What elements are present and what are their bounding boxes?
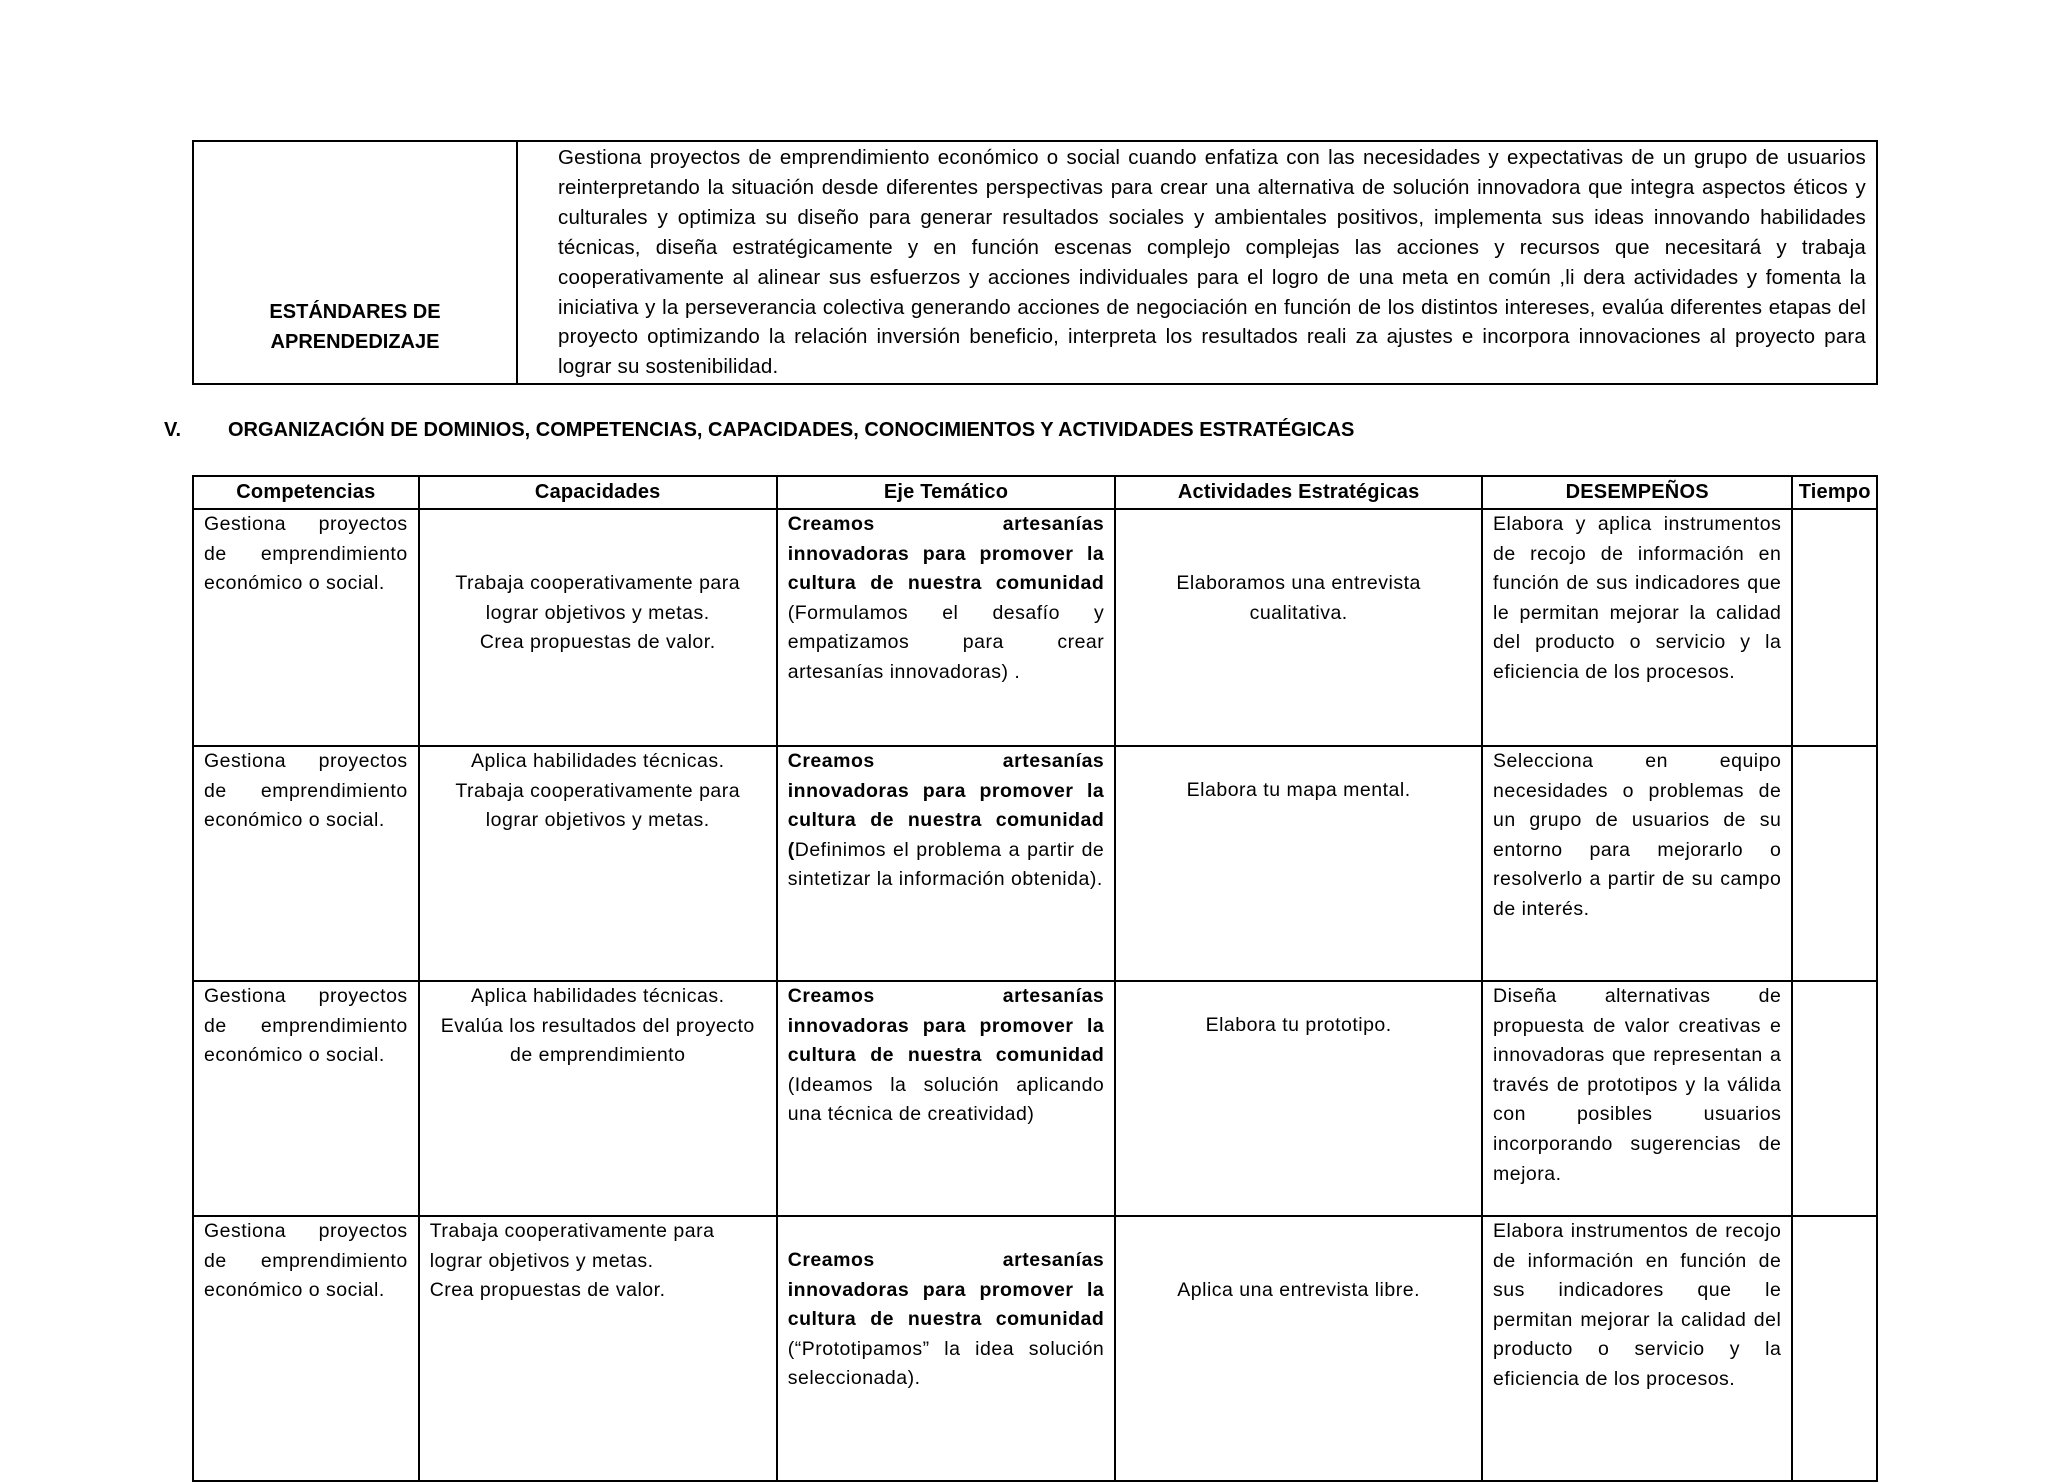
cell-tiempo	[1792, 746, 1877, 981]
eje-title: Creamos artesanías innovadoras para promover la cultura de nuestra comunidad (	[787, 750, 1105, 861]
capacidad-item: Crea propuestas de valor.	[429, 1279, 666, 1302]
cell-tiempo	[1792, 1216, 1877, 1481]
section-number: V.	[164, 419, 182, 441]
cell-competencia: Gestiona proyectos de emprendimiento económico o social.	[193, 1216, 419, 1481]
table-header-row	[193, 476, 1877, 509]
organization-table	[192, 475, 1878, 1482]
cell-desempeno: Elabora instrumentos de recojo de información en función de sus indicadores que le permitan mejorar la calidad del producto o servicio y la eficiencia de los procesos.	[1482, 1216, 1792, 1481]
table-row	[193, 746, 1877, 981]
capacidad-item: Aplica habilidades técnicas.	[470, 750, 725, 772]
standards-label-line1: ESTÁNDARES DE	[269, 301, 441, 323]
standards-label	[193, 141, 517, 384]
eje-title: Creamos artesanías innovadoras para promover la cultura de nuestra comunidad	[787, 985, 1105, 1067]
cell-actividad: Aplica una entrevista libre.	[1115, 1216, 1482, 1481]
header-tiempo: Tiempo	[1792, 476, 1877, 509]
capacidad-item: Trabaja cooperativamente para lograr objetivos y metas.	[455, 572, 741, 624]
cell-actividad: Elaboramos una entrevista cualitativa.	[1115, 509, 1482, 746]
cell-eje-tematico	[777, 981, 1116, 1216]
standards-label-line2: APRENDEDIZAJE	[270, 331, 440, 353]
header-desempenos: DESEMPEÑOS	[1482, 476, 1792, 509]
header-actividades: Actividades Estratégicas	[1115, 476, 1482, 509]
cell-competencia: Gestiona proyectos de emprendimiento económico o social.	[193, 509, 419, 746]
cell-capacidades	[419, 1216, 777, 1481]
capacidad-item: Aplica habilidades técnicas.	[470, 985, 725, 1007]
capacidad-item: Trabaja cooperativamente para lograr objetivos y metas.	[429, 1220, 715, 1272]
header-capacidades: Capacidades	[419, 476, 777, 509]
cell-eje-tematico	[777, 509, 1116, 746]
cell-eje-tematico	[777, 1216, 1116, 1481]
eje-detail: (“Prototipamos” la idea solución seleccionada).	[787, 1337, 1105, 1390]
eje-title: Creamos artesanías innovadoras para promover la cultura de nuestra comunidad	[787, 1249, 1105, 1331]
eje-detail: Definimos el problema a partir de sintetizar la información obtenida).	[787, 838, 1105, 891]
header-competencias: Competencias	[193, 476, 419, 509]
cell-actividad: Elabora tu mapa mental.	[1115, 746, 1482, 981]
cell-desempeno: Diseña alternativas de propuesta de valor creativas e innovadoras que representan a través de prototipos y la válida con posibles usuarios incorporando sugerencias de mejora.	[1482, 981, 1792, 1216]
cell-actividad: Elabora tu prototipo.	[1115, 981, 1482, 1216]
eje-title: Creamos artesanías innovadoras para promover la cultura de nuestra comunidad	[787, 513, 1105, 595]
cell-capacidades	[419, 509, 777, 746]
eje-detail: (Ideamos la solución aplicando una técnica de creatividad)	[787, 1073, 1105, 1126]
table-row	[193, 1216, 1877, 1481]
capacidad-item: Trabaja cooperativamente para lograr objetivos y metas.	[455, 779, 741, 832]
eje-detail: (Formulamos el desafío y empatizamos para crear artesanías innovadoras) .	[787, 601, 1105, 683]
section-heading	[164, 419, 1354, 442]
capacidad-item: Evalúa los resultados del proyecto de emprendimiento	[440, 1014, 755, 1067]
cell-capacidades	[419, 746, 777, 981]
cell-competencia: Gestiona proyectos de emprendimiento económico o social.	[193, 981, 419, 1216]
cell-tiempo	[1792, 509, 1877, 746]
cell-eje-tematico	[777, 746, 1116, 981]
cell-capacidades	[419, 981, 777, 1216]
table-row	[193, 509, 1877, 746]
header-eje-tematico: Eje Temático	[777, 476, 1116, 509]
cell-competencia: Gestiona proyectos de emprendimiento económico o social.	[193, 746, 419, 981]
cell-desempeno: Elabora y aplica instrumentos de recojo de información en función de sus indicadores que le permitan mejorar la calidad del producto o servicio y la eficiencia de los procesos.	[1482, 509, 1792, 746]
section-title: ORGANIZACIÓN DE DOMINIOS, COMPETENCIAS, CAPACIDADES, CONOCIMIENTOS Y ACTIVIDADES ESTRATÉGICAS	[228, 419, 1355, 441]
standards-text: Gestiona proyectos de emprendimiento económico o social cuando enfatiza con las necesidades y expectativas de un grupo de usuarios reinterpretando la situación desde diferentes perspectivas para crear una alternativa de solución innovadora que integra aspectos éticos y culturales y optimiza su diseño para generar resultados sociales y ambientales positivos, implementa sus ideas innovando habilidades técnicas, diseña estratégicamente y en función escenas complejo complejas las acciones y recursos que necesitará y trabaja cooperativamente al alinear sus esfuerzos y acciones individuales para el logro de una meta en común ,li dera actividades y fomenta la iniciativa y la perseverancia colectiva generando acciones de negociación en función de los distintos intereses, evalúa diferentes etapas del proyecto optimizando la relación inversión beneficio, interpreta los resultados reali za ajustes e incorpora innovaciones al proyecto para lograr su sostenibilidad.	[517, 141, 1877, 384]
standards-table	[192, 140, 1878, 385]
table-row	[193, 981, 1877, 1216]
cell-tiempo	[1792, 981, 1877, 1216]
cell-desempeno: Selecciona en equipo necesidades o problemas de un grupo de usuarios de su entorno para mejorarlo o resolverlo a partir de su campo de interés.	[1482, 746, 1792, 981]
capacidad-item: Crea propuestas de valor.	[479, 631, 716, 654]
